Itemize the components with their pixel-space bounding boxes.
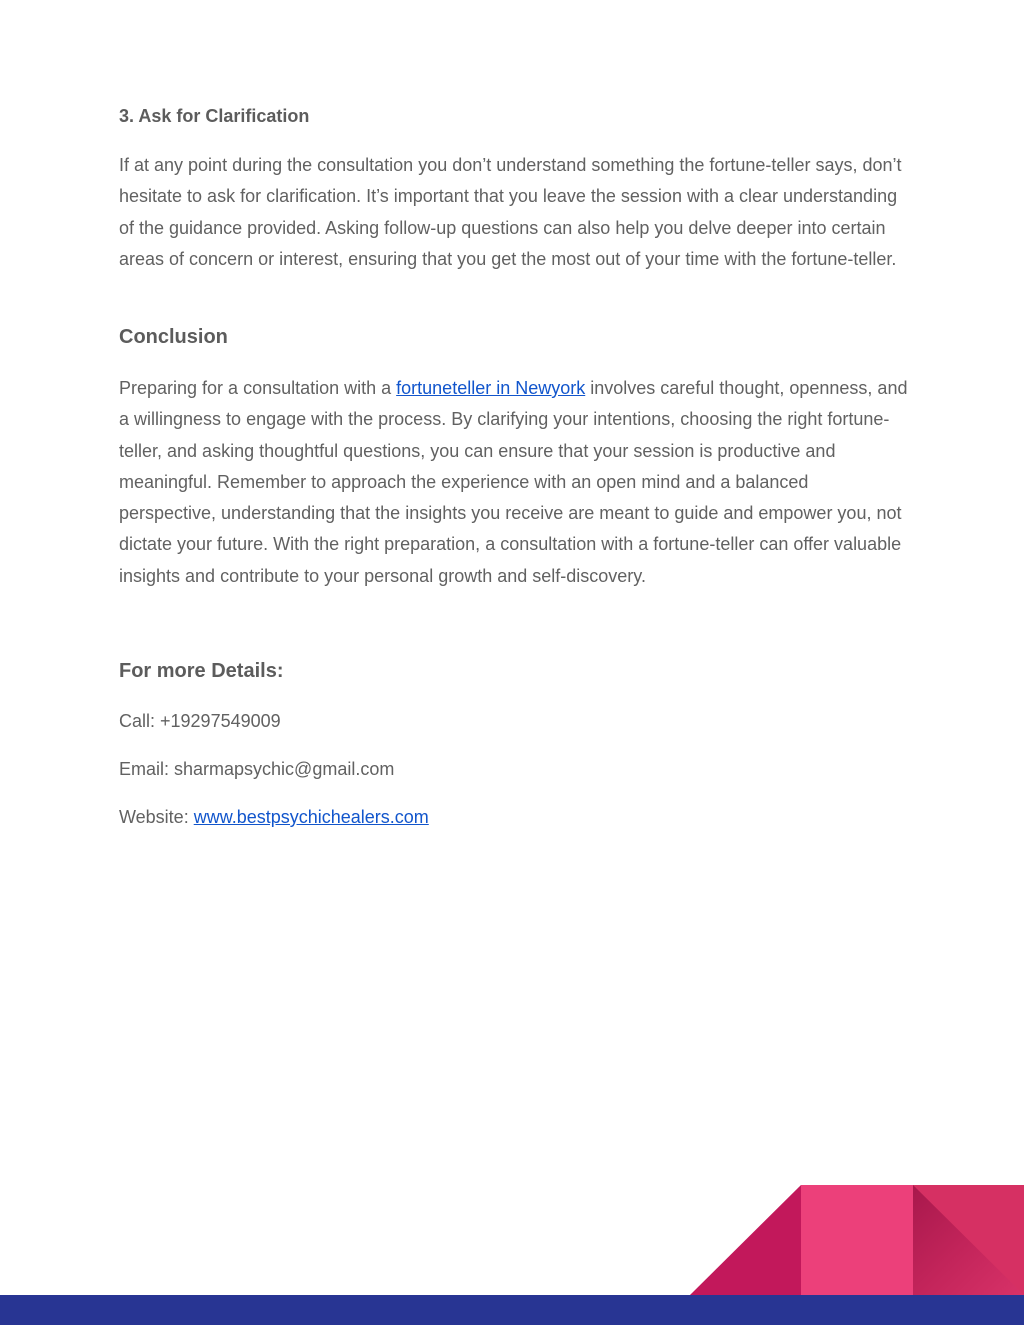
footer-decoration	[690, 1185, 1024, 1295]
clarification-paragraph: If at any point during the consultation you don’t understand something the fortune-teller says, don’t hesitate to ask for clarification. It’s important that you leave the session with a clear understanding of the guidance provided. Asking follow-up questions can also help you delve deeper into certain areas of concern or interest, ensuring that you get the most out of your time with the fortune-teller.	[119, 155, 902, 269]
fortuneteller-newyork-link[interactable]: fortuneteller in Newyork	[396, 378, 586, 398]
deco-triangle-left	[690, 1185, 801, 1295]
footer-bar	[0, 1295, 1024, 1325]
website-line	[119, 807, 429, 828]
details-heading: For more Details:	[119, 660, 284, 682]
section-heading-ask-for-clarification: 3. Ask for Clarification	[119, 106, 310, 126]
conclusion-heading: Conclusion	[119, 326, 228, 348]
deco-block-middle	[801, 1185, 913, 1295]
email-line: Email: sharmapsychic@gmail.com	[119, 759, 395, 779]
website-link[interactable]: www.bestpsychichealers.com	[193, 807, 429, 827]
call-line: Call: +19297549009	[119, 711, 281, 731]
conclusion-text-before-link: Preparing for a consultation with a	[119, 378, 397, 398]
website-label: Website:	[119, 807, 194, 827]
conclusion-text-after-link: involves careful thought, openness, and a willingness to engage with the process. By clarifying your intentions, choosing the right fortune-teller, and asking thoughtful questions, you can ensure that your session is productive and meaningful. Remember to approach the experience with an open mind and a balanced perspective, understanding that the insights you receive are meant to guide and empower you, not dictate your future. With the right preparation, a consultation with a fortune-teller can offer valuable insights and contribute to your personal growth and self-discovery.	[119, 378, 908, 586]
conclusion-paragraph	[119, 373, 909, 592]
